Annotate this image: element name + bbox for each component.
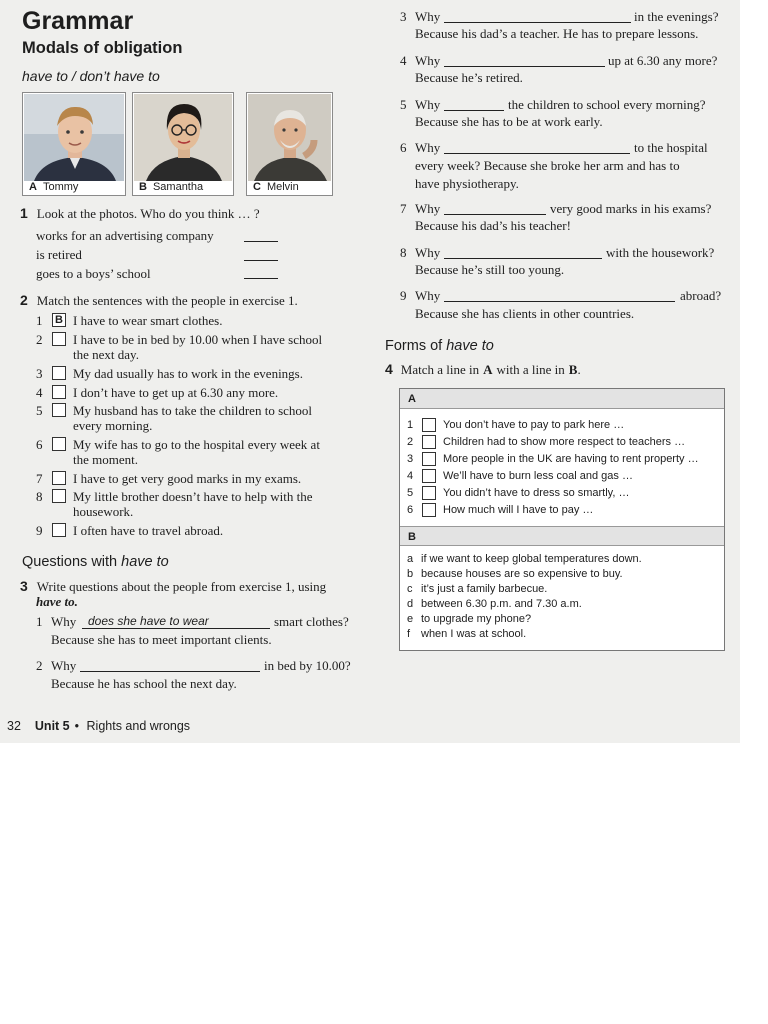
- matching-table: [399, 388, 725, 651]
- row-letter: b: [407, 568, 414, 580]
- answer-box[interactable]: [422, 503, 436, 517]
- ex2-item-number: 3: [36, 366, 43, 381]
- row-text: to upgrade my phone?: [421, 613, 532, 625]
- ex3-q6-why: Why: [415, 140, 441, 155]
- ex2-item-number: 5: [36, 403, 43, 418]
- ex2-answer-box[interactable]: [52, 471, 66, 485]
- table-row-b: [400, 567, 724, 582]
- ex3-q5-because: Because she has to be at work early.: [415, 114, 603, 129]
- ex2-item-text: My husband has to take the children to school: [73, 403, 313, 418]
- exercise-1-answer-blank-3[interactable]: [244, 278, 278, 279]
- ex3-q6-because: every week? Because she broke her arm and has to: [415, 158, 680, 173]
- row-letter: e: [407, 613, 414, 625]
- ex2-item-text: the next day.: [73, 347, 139, 362]
- row-text: when I was at school.: [421, 628, 527, 640]
- exercise-1-number: 1: [20, 205, 28, 221]
- exercise-1-answer-blank-2[interactable]: [244, 260, 278, 261]
- ex3-q1-blank[interactable]: [82, 628, 270, 629]
- ex3-q8-because: Because he’s still too young.: [415, 262, 565, 277]
- samantha-portrait-image: [134, 94, 232, 181]
- exercise-1-item-1: works for an advertising company: [36, 228, 214, 243]
- ex3-q3-why: Why: [415, 9, 441, 24]
- ex2-item-number: 1: [36, 313, 43, 328]
- ex2-item-text: I don’t have to get up at 6.30 any more.: [73, 385, 279, 400]
- table-row-a: [400, 468, 724, 485]
- melvin-portrait-image: [248, 94, 331, 181]
- photo-a: [22, 92, 126, 196]
- questions-heading: [22, 553, 169, 571]
- ex3-q8-number: 8: [400, 245, 407, 260]
- row-number: 5: [407, 487, 414, 499]
- ex3-q9-because: Because she has clients in other countries.: [415, 306, 635, 321]
- ex3-q5-blank[interactable]: [444, 110, 504, 111]
- row-text: We’ll have to burn less coal and gas …: [443, 470, 633, 482]
- exercise-1-answer-blank-1[interactable]: [244, 241, 278, 242]
- row-number: 1: [407, 419, 414, 431]
- ex3-q2-why: Why: [51, 658, 77, 673]
- ex3-q9-why: Why: [415, 288, 441, 303]
- ex3-q4-number: 4: [400, 53, 407, 68]
- ex3-q2-number: 2: [36, 658, 43, 673]
- photo-c-letter: C: [253, 181, 261, 193]
- photo-c-name: Melvin: [266, 181, 299, 193]
- table-row-a: [400, 451, 724, 468]
- photo-b: [132, 92, 234, 196]
- answer-box[interactable]: [422, 469, 436, 483]
- table-row-a: [400, 417, 724, 434]
- ex3-q4-because: Because he’s retired.: [415, 70, 523, 85]
- row-number: 4: [407, 470, 414, 482]
- ex3-q7-blank[interactable]: [444, 214, 546, 215]
- ex2-item-number: 6: [36, 437, 43, 452]
- ex2-item-text: housework.: [73, 504, 134, 519]
- ex2-item-text: My wife has to go to the hospital every week at: [73, 437, 320, 452]
- exercise-3-text-line2: have to.: [36, 594, 78, 609]
- row-text: between 6.30 p.m. and 7.30 a.m.: [421, 598, 582, 610]
- ex3-q9-blank[interactable]: [444, 301, 675, 302]
- ex2-answer-box[interactable]: [52, 437, 66, 451]
- table-row-b: [400, 612, 724, 627]
- exercise-4-instruction: [385, 361, 581, 379]
- photo-a-letter: A: [29, 181, 37, 193]
- unit-topic: Rights and wrongs: [86, 719, 191, 733]
- ex3-q1-number: 1: [36, 614, 43, 629]
- ex2-item-number: 4: [36, 385, 43, 400]
- forms-heading-italic: have to: [446, 338, 494, 354]
- unit-label: Unit 5: [34, 719, 70, 733]
- exercise-3-number: 3: [20, 578, 28, 594]
- ex2-answer-box[interactable]: [52, 366, 66, 380]
- page-title: Grammar: [22, 7, 134, 35]
- photo-b-name: Samantha: [152, 181, 204, 193]
- ex3-q3-because: Because his dad’s a teacher. He has to prepare lessons.: [415, 26, 699, 41]
- exercise-1-instruction: [20, 205, 260, 223]
- row-text: if we want to keep global temperatures down.: [421, 553, 642, 565]
- ex3-q8-blank[interactable]: [444, 258, 602, 259]
- exercise-1-text: Look at the photos. Who do you think … ?: [36, 206, 260, 221]
- ex3-q1-example-answer: does she have to wear: [88, 614, 209, 628]
- footer-bullet: •: [74, 719, 80, 733]
- exercise-1-item-2: is retired: [36, 247, 82, 262]
- ex3-q8-why: Why: [415, 245, 441, 260]
- answer-box[interactable]: [422, 435, 436, 449]
- exercise-2-text: Match the sentences with the people in exercise 1.: [36, 293, 298, 308]
- table-row-b: [400, 552, 724, 567]
- ex3-q7-end: very good marks in his exams?: [550, 201, 712, 216]
- ex3-q7-number: 7: [400, 201, 407, 216]
- forms-heading-prefix: Forms of: [385, 338, 443, 354]
- answer-box[interactable]: [422, 452, 436, 466]
- exercise-4-number: 4: [385, 361, 393, 377]
- ex3-q6-blank[interactable]: [444, 153, 630, 154]
- ex3-q7-because: Because his dad’s his teacher!: [415, 218, 571, 233]
- photo-b-letter: B: [139, 181, 147, 193]
- ex2-item-number: 2: [36, 332, 43, 347]
- table-row-a: [400, 434, 724, 451]
- row-text: You didn’t have to dress so smartly, …: [443, 487, 630, 499]
- exercise-4-text-end: .: [577, 362, 581, 377]
- ex3-q3-number: 3: [400, 9, 407, 24]
- ex2-item-number: 8: [36, 489, 43, 504]
- ex3-q2-because: Because he has school the next day.: [51, 676, 237, 691]
- ex2-item-text: every morning.: [73, 418, 153, 433]
- ex2-answer-box[interactable]: [52, 489, 66, 503]
- row-text: because houses are so expensive to buy.: [421, 568, 623, 580]
- row-text: You don’t have to pay to park here …: [443, 419, 625, 431]
- ex3-q4-end: up at 6.30 any more?: [608, 53, 718, 68]
- exercise-4-text-a: A: [483, 362, 493, 377]
- ex3-q6-end: to the hospital: [634, 140, 708, 155]
- row-text: How much will I have to pay …: [443, 504, 594, 516]
- tommy-portrait-image: [24, 94, 124, 181]
- ex2-answer-box[interactable]: [52, 523, 66, 537]
- ex2-answer-box[interactable]: [52, 385, 66, 399]
- ex3-q3-end: in the evenings?: [634, 9, 719, 24]
- ex3-q7-why: Why: [415, 201, 441, 216]
- ex3-q6-because: have physiotherapy.: [415, 176, 519, 191]
- row-letter: c: [407, 583, 413, 595]
- table-header-b: B: [400, 526, 724, 546]
- ex2-item-text: My little brother doesn’t have to help with the: [73, 489, 313, 504]
- ex2-item-text: I often have to travel abroad.: [73, 523, 224, 538]
- row-number: 2: [407, 436, 414, 448]
- row-text: it’s just a family barbecue.: [421, 583, 548, 595]
- row-letter: f: [407, 628, 411, 640]
- row-number: 6: [407, 504, 414, 516]
- ex3-q4-blank[interactable]: [444, 66, 605, 67]
- exercise-1-item-3: goes to a boys’ school: [36, 266, 151, 281]
- ex3-q3-blank[interactable]: [444, 22, 631, 23]
- photo-c: [246, 92, 333, 196]
- row-letter: a: [407, 553, 414, 565]
- table-row-b: [400, 627, 724, 642]
- ex2-answer-box[interactable]: B: [52, 313, 66, 327]
- exercise-4-text-with: with a line in: [496, 362, 565, 377]
- exercise-4-text-pre: Match a line in: [400, 362, 480, 377]
- questions-heading-italic: have to: [121, 554, 169, 570]
- ex2-item-text: the moment.: [73, 452, 138, 467]
- ex3-q2-blank[interactable]: [80, 671, 260, 672]
- ex3-q5-end: the children to school every morning?: [508, 97, 706, 112]
- photo-a-name: Tommy: [42, 181, 79, 193]
- ex2-item-number: 9: [36, 523, 43, 538]
- ex3-q1-why: Why: [51, 614, 77, 629]
- ex3-q5-why: Why: [415, 97, 441, 112]
- exercise-2-instruction: [20, 292, 298, 310]
- ex3-q6-number: 6: [400, 140, 407, 155]
- section-title: Modals of obligation: [22, 39, 183, 57]
- ex2-item-text: I have to get very good marks in my exams.: [73, 471, 302, 486]
- table-header-a: A: [400, 389, 724, 409]
- ex3-q1-because: Because she has to meet important clients.: [51, 632, 272, 647]
- table-row-a: [400, 502, 724, 519]
- ex3-q1-end: smart clothes?: [274, 614, 349, 629]
- questions-heading-prefix: Questions with: [22, 554, 118, 570]
- ex2-item-text: I have to wear smart clothes.: [73, 313, 223, 328]
- ex3-q9-number: 9: [400, 288, 407, 303]
- ex3-q8-end: with the housework?: [606, 245, 715, 260]
- table-row-a: [400, 485, 724, 502]
- section-subheading: have to / don’t have to: [22, 68, 160, 84]
- ex2-item-text: My dad usually has to work in the evenings.: [73, 366, 303, 381]
- ex2-item-number: 7: [36, 471, 43, 486]
- row-number: 3: [407, 453, 414, 465]
- page-number: 32: [7, 719, 21, 733]
- ex2-answer-box[interactable]: [52, 403, 66, 417]
- row-letter: d: [407, 598, 414, 610]
- answer-box[interactable]: [422, 418, 436, 432]
- ex2-item-text: I have to be in bed by 10.00 when I have school: [73, 332, 323, 347]
- ex3-q4-why: Why: [415, 53, 441, 68]
- page-footer: [7, 717, 190, 735]
- exercise-4-text-b: B: [568, 362, 578, 377]
- table-row-b: [400, 582, 724, 597]
- ex2-answer-box[interactable]: [52, 332, 66, 346]
- table-row-b: [400, 597, 724, 612]
- ex3-q2-end: in bed by 10.00?: [264, 658, 351, 673]
- exercise-2-number: 2: [20, 292, 28, 308]
- answer-box[interactable]: [422, 486, 436, 500]
- exercise-3-text: Write questions about the people from exercise 1, using: [36, 579, 327, 594]
- ex3-q9-end: abroad?: [680, 288, 722, 303]
- forms-heading: [385, 337, 494, 355]
- ex3-q5-number: 5: [400, 97, 407, 112]
- row-text: Children had to show more respect to teachers …: [443, 436, 686, 448]
- row-text: More people in the UK are having to rent property …: [443, 453, 699, 465]
